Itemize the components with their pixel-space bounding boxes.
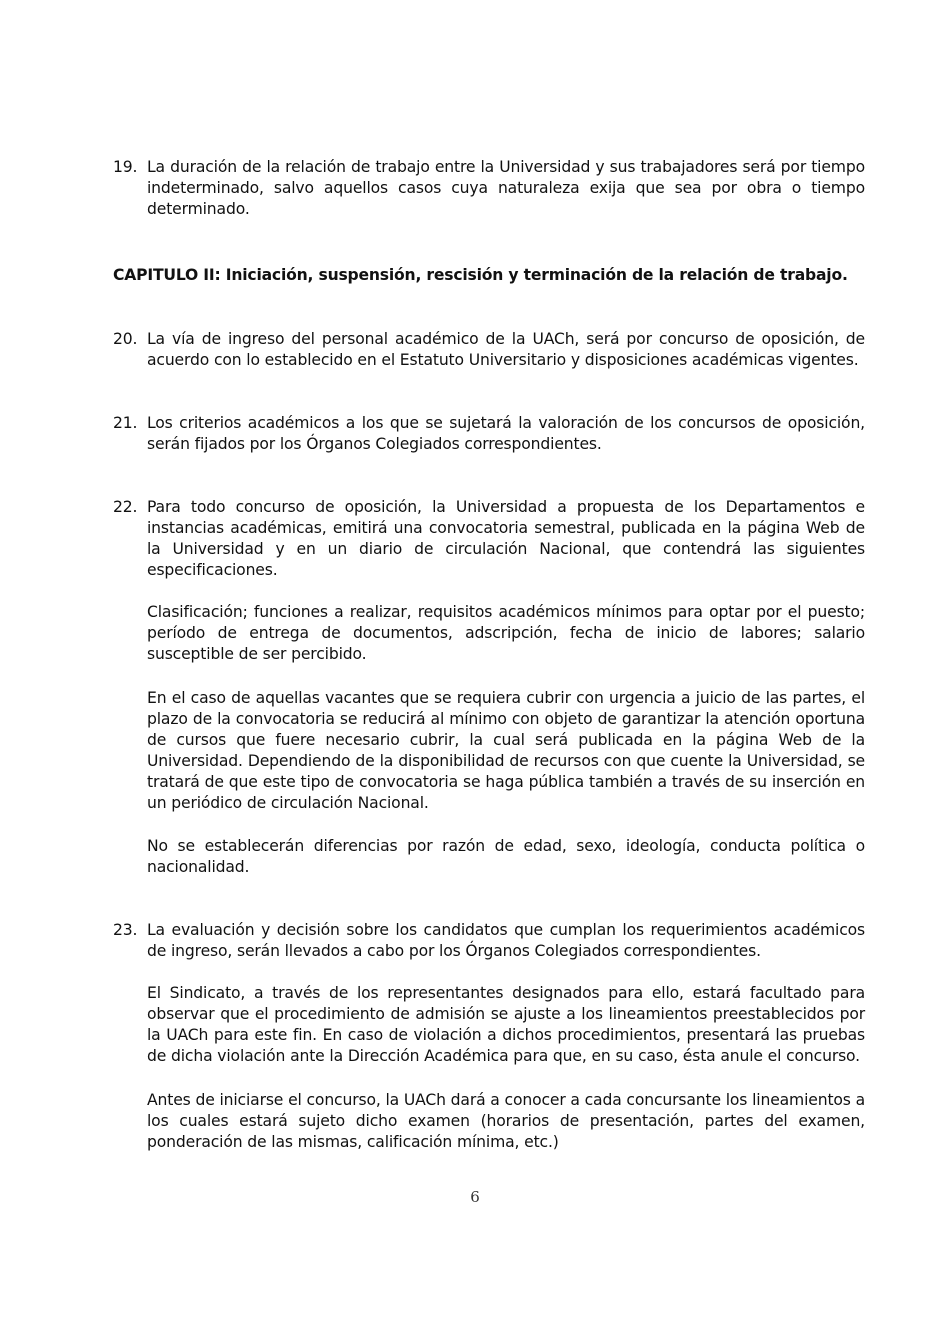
paragraph-text: El Sindicato, a través de los representantes designados para ello, estará facultado para observar que el procedimiento de admisión se ajuste a los lineamientos preestablecidos por la UACh para este fin. En caso de violación a dichos procedimientos, presentará las pruebas de dicha violación ante la Dirección Académica para que, en su caso, ésta anule el concurso. — [147, 984, 865, 1065]
clause-text: Para todo concurso de oposición, la Universidad a propuesta de los Departamentos e instancias académicas, emitirá una convocatoria semestral, publicada en la página Web de la Universidad y en un diario de circulación Nacional, que contendrá las siguientes especificaciones. — [147, 498, 865, 579]
clause-23-paragraph-1 — [113, 983, 865, 1067]
paragraph-text: Antes de iniciarse el concurso, la UACh dará a conocer a cada concursante los lineamientos a los cuales estará sujeto dicho examen (horarios de presentación, partes del examen, ponderación de las mismas, calificación mínima, etc.) — [147, 1091, 865, 1151]
chapter-heading-block — [113, 265, 865, 286]
clause-22 — [113, 497, 865, 581]
clause-23-paragraph-2 — [113, 1090, 865, 1153]
clause-21 — [113, 413, 865, 455]
clause-number: 22. — [113, 498, 138, 516]
paragraph-text: Clasificación; funciones a realizar, requisitos académicos mínimos para optar por el puesto; período de entrega de documentos, adscripción, fecha de inicio de labores; salario susceptible de ser percibido. — [147, 603, 865, 663]
clause-23 — [113, 920, 865, 962]
clause-number: 21. — [113, 414, 138, 432]
clause-22-paragraph-2 — [113, 688, 865, 814]
chapter-heading: CAPITULO II: Iniciación, suspensión, rescisión y terminación de la relación de trabajo. — [113, 266, 848, 284]
clause-number: 20. — [113, 330, 138, 348]
clause-text: La evaluación y decisión sobre los candidatos que cumplan los requerimientos académicos de ingreso, serán llevados a cabo por los Órganos Colegiados correspondientes. — [147, 921, 865, 960]
clause-text: La vía de ingreso del personal académico de la UACh, será por concurso de oposición, de acuerdo con lo establecido en el Estatuto Universitario y disposiciones académicas vigentes. — [147, 330, 865, 369]
clause-20 — [113, 329, 865, 371]
clause-22-paragraph-3 — [113, 836, 865, 878]
clause-19 — [113, 157, 865, 220]
paragraph-text: En el caso de aquellas vacantes que se requiera cubrir con urgencia a juicio de las partes, el plazo de la convocatoria se reducirá al mínimo con objeto de garantizar la atención oportuna de cursos que fuere necesario cubrir, la cual será publicada en la página Web de la Universidad. Dependiendo de la disponibilidad de recursos con que cuente la Universidad, se tratará de que este tipo de convocatoria se haga pública también a través de su inserción en un periódico de circulación Nacional. — [147, 689, 865, 812]
clause-number: 19. — [113, 158, 138, 176]
paragraph-text: No se establecerán diferencias por razón de edad, sexo, ideología, conducta política o nacionalidad. — [147, 837, 865, 876]
clause-22-paragraph-1 — [113, 602, 865, 665]
page-number: 6 — [470, 1188, 480, 1206]
clause-number: 23. — [113, 921, 138, 939]
clause-text: La duración de la relación de trabajo entre la Universidad y sus trabajadores será por tiempo indeterminado, salvo aquellos casos cuya naturaleza exija que sea por obra o tiempo determinado. — [147, 158, 865, 218]
clause-text: Los criterios académicos a los que se sujetará la valoración de los concursos de oposición, serán fijados por los Órganos Colegiados correspondientes. — [147, 414, 865, 453]
